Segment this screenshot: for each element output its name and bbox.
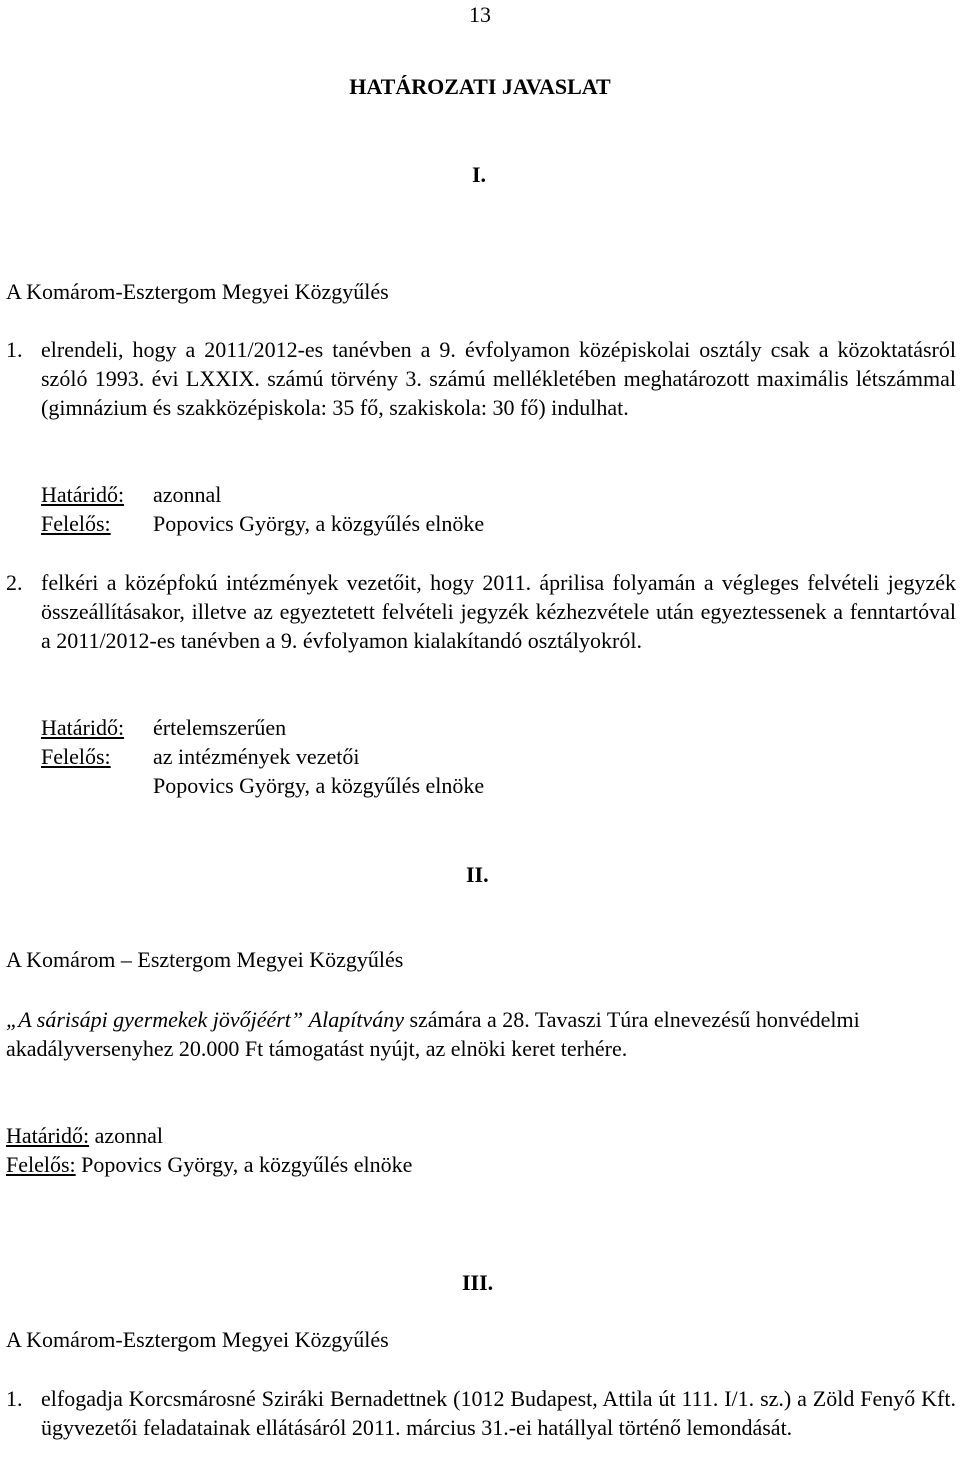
section-i-item-2 [6, 568, 956, 655]
section-iii-intro: A Komárom-Esztergom Megyei Közgyűlés [6, 1327, 389, 1352]
section-ii-text [6, 1005, 956, 1063]
responsible-value: Popovics György, a közgyűlés elnöke [153, 511, 485, 536]
section-i-item-2-responsible-2: Popovics György, a közgyűlés elnöke [153, 773, 485, 798]
responsible-label: Felelős: [6, 1152, 76, 1177]
section-ii-deadline [6, 1121, 163, 1150]
section-i-intro: A Komárom-Esztergom Megyei Közgyűlés [6, 279, 389, 304]
item-text: elfogadja Korcsmárosné Sziráki Bernadettnek (1012 Budapest, Attila út 111. I/1. sz.) a Zöld Fenyő Kft. ügyvezetői feladatainak ellátásáról 2011. március 31.-ei hatállyal történő lemondását. [41, 1386, 956, 1440]
section-heading-iii: III. [462, 1270, 494, 1295]
section-ii-body: számára a 28. Tavaszi Túra elnevezésű honvédelmi akadályversenyhez 20.000 Ft támogatást nyújt, az elnöki keret terhére. [6, 1007, 860, 1061]
page-number: 13 [469, 2, 491, 27]
section-ii-intro: A Komárom – Esztergom Megyei Közgyűlés [6, 947, 404, 972]
item-number: 1. [6, 1386, 23, 1411]
deadline-value: azonnal [153, 482, 222, 507]
deadline-label: Határidő: [41, 715, 125, 740]
foundation-name: „A sárisápi gyermekek jövőjéért” [6, 1007, 304, 1032]
deadline-value: értelemszerűen [153, 715, 287, 740]
item-number: 2. [6, 570, 23, 595]
section-i-item-1-responsible [41, 509, 484, 538]
deadline-label: Határidő: [41, 482, 125, 507]
deadline-label: Határidő: [6, 1123, 90, 1148]
item-text: felkéri a középfokú intézmények vezetőit, hogy 2011. áprilisa folyamán a végleges felvételi jegyzék összeállításakor, illetve az egyeztetett felvételi jegyzék kézhezvétele után egyeztessenek a fenntartóval a 2011/2012-es tanévben a 9. évfolyamon kialakítandó osztályokról. [41, 570, 956, 653]
responsible-value: az intézmények vezetői [153, 744, 360, 769]
section-i-item-1-deadline [41, 480, 221, 509]
deadline-value: azonnal [94, 1123, 163, 1148]
section-ii-responsible [6, 1150, 412, 1179]
section-i-item-2-responsible [41, 742, 359, 771]
responsible-value: Popovics György, a közgyűlés elnöke [81, 1152, 413, 1177]
section-heading-ii: II. [466, 862, 489, 887]
section-i-item-1 [6, 335, 956, 422]
section-heading-i: I. [472, 162, 487, 187]
responsible-label: Felelős: [41, 744, 111, 769]
responsible-label: Felelős: [41, 511, 111, 536]
foundation-word: Alapítvány [308, 1007, 404, 1032]
item-number: 1. [6, 337, 23, 362]
section-i-item-2-deadline [41, 713, 286, 742]
section-iii-item-1 [6, 1384, 956, 1442]
document-title: HATÁROZATI JAVASLAT [349, 74, 611, 99]
item-text: elrendeli, hogy a 2011/2012-es tanévben a 9. évfolyamon középiskolai osztály csak a közoktatásról szóló 1993. évi LXXIX. számú törvény 3. számú mellékletében meghatározott maximális létszámmal (gimnázium és szakközépiskola: 35 fő, szakiskola: 30 fő) indulhat. [41, 337, 956, 420]
